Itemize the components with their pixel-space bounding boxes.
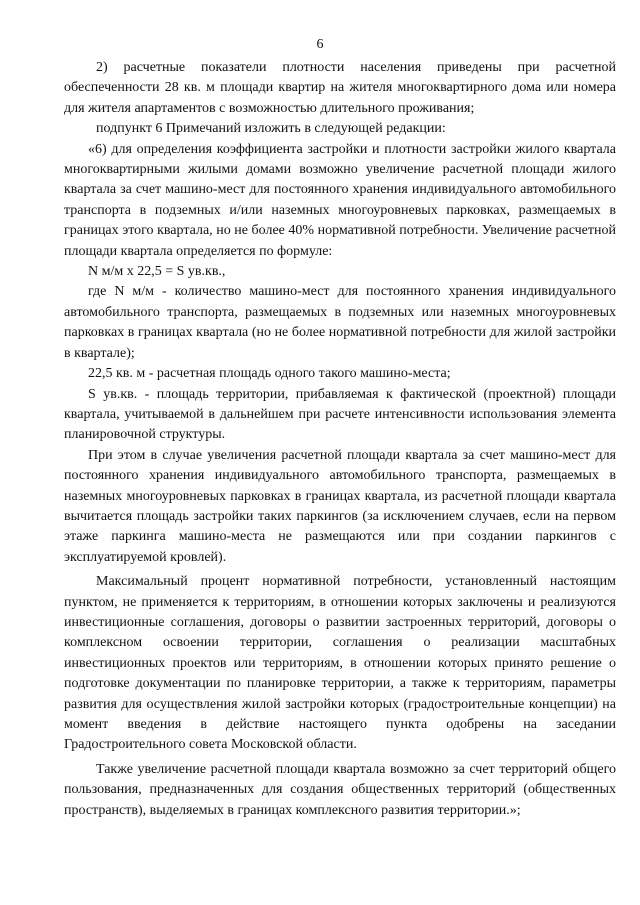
paragraph-density-indicators: 2) расчетные показатели плотности населения приведены при расчетной обеспеченности 28 кв. м площади квартир на жителя многоквартирного дома или номера для жителя апартаментов с возможностью длительного проживания; — [64, 60, 616, 116]
formula: N м/м х 22,5 = S ув.кв., — [88, 264, 226, 280]
paragraph-max-percent-exception: Максимальный процент нормативной потребности, установленный настоящим пунктом, не применяется к территориям, в отношении которых заключены и реализуются инвестиционные соглашения, договоры о развитии застроенных территорий, договоры о комплексном освоении территории, соглашения о реализации масштабных инвестиционных проектов или территориям, в отношении которых принято решение о подготовке документации по планировке территории, а также к территориям, параметры развития для осуществления жилой застройки которых (градостроительные концепции) на момент введения в действие настоящего пункта одобрены на заседании Градостроительного совета Московской области. — [64, 574, 616, 753]
paragraph-formula-area-definition: 22,5 кв. м - расчетная площадь одного такого машино-места; — [88, 366, 451, 382]
page-number: 6 — [316, 37, 324, 52]
body-text — [64, 58, 616, 821]
paragraph-formula-n-definition: где N м/м - количество машино-мест для постоянного хранения индивидуального автомобильного транспорта, размещаемых в подземных или наземных многоуровневых парковках в границах квартала (но не более нормативной потребности для жилой застройки в квартале); — [64, 284, 616, 361]
paragraph-public-territories: Также увеличение расчетной площади квартала возможно за счет территорий общего пользования, предназначенных для создания общественных территорий (общественных пространств), выделяемых в границах комплексного развития территории.»; — [64, 761, 616, 818]
paragraph-note-6: «6) для определения коэффициента застройки и плотности застройки жилого квартала многоквартирными жилыми домами возможно увеличение расчетной площади жилого квартала за счет машино-мест для постоянного хранения индивидуального автомобильного транспорта в подземных и/или наземных многоуровневых парковках, размещаемых в границах этого квартала, но не более 40% нормативной потребности. Увеличение расчетной площади квартала определяется по формуле: — [64, 141, 616, 259]
paragraph-formula-s-definition: S ув.кв. - площадь территории, прибавляемая к фактической (проектной) площади квартала, учитываемой в дальнейшем при расчете интенсивности использования элемента планировочной структуры. — [64, 386, 616, 443]
paragraph-amendment-intro: подпункт 6 Примечаний изложить в следующей редакции: — [96, 121, 446, 137]
paragraph-parking-deduction: При этом в случае увеличения расчетной площади квартала за счет машино-мест для постоянного хранения индивидуального автомобильного транспорта, размещаемых в наземных многоуровневых парковках в границах квартала, из расчетной площади квартала вычитается площадь застройки таких паркингов (за исключением случаев, если на первом этаже паркинга машино-места не размещаются или при создании паркингов с эксплуатируемой кровлей). — [64, 447, 616, 565]
